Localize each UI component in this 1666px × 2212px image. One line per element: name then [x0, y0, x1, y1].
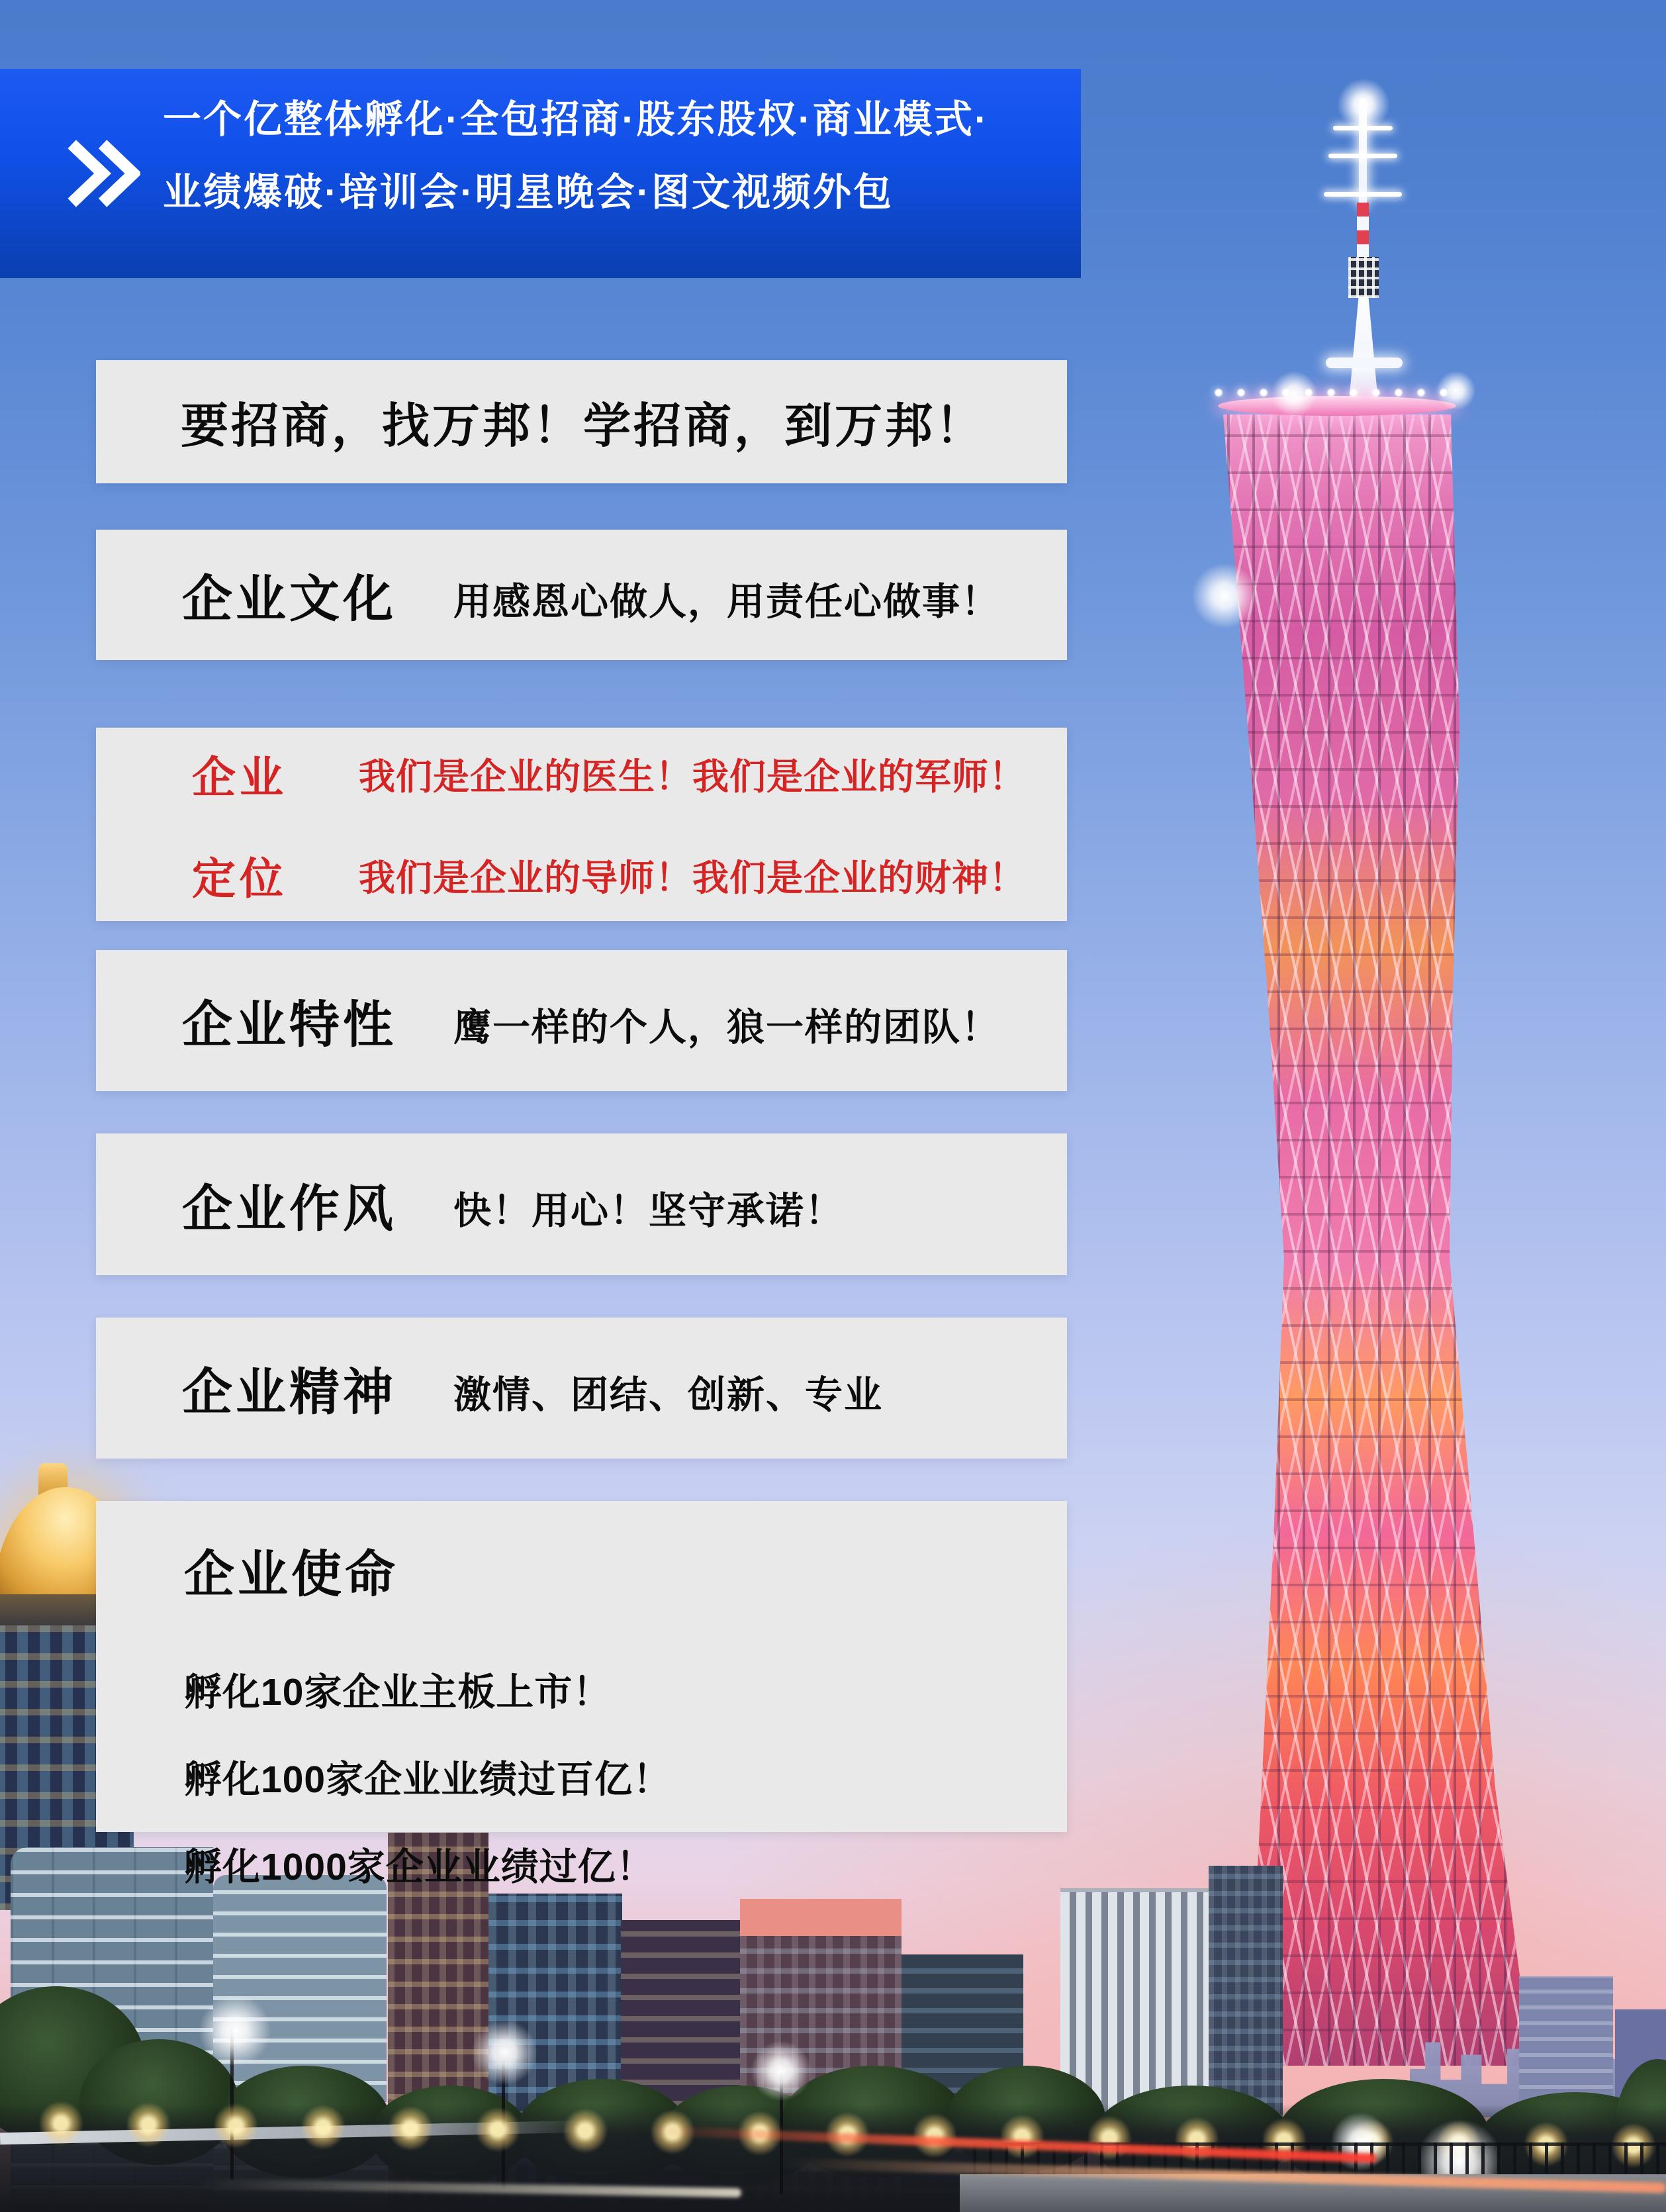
positioning-line-1: 我们是企业的医生！我们是企业的军师！: [359, 756, 1027, 797]
antenna-platform: [1326, 358, 1403, 368]
slogan-panel: [96, 360, 1067, 483]
tower-flare: [1191, 563, 1258, 629]
tower-antenna-mast: [1359, 98, 1367, 205]
tower-rim-lights: [1213, 387, 1463, 399]
mission-line-1: 孵化10家企业主板上市！: [184, 1671, 612, 1713]
antenna-lattice-cage: [1348, 257, 1379, 298]
antenna-crossbar: [1333, 126, 1393, 130]
tower-flare: [1271, 371, 1317, 417]
positioning-title-bottom: 定位: [192, 854, 287, 903]
section-spirit: [96, 1318, 1067, 1459]
banner-line-2: 业绩爆破·培训会·明星晚会·图文视频外包: [163, 171, 894, 214]
mission-line-3: 孵化1000家企业业绩过亿！: [184, 1846, 655, 1888]
mission-lines: [184, 1662, 1067, 1891]
mission-title: 企业使命: [184, 1547, 398, 1603]
section-mission: [96, 1501, 1067, 1888]
tower-flare: [1436, 371, 1476, 410]
traits-content: 鹰一样的个人，狼一样的团队！: [453, 1006, 1000, 1049]
double-chevron-right-icon: [64, 134, 140, 213]
street-light-glow: [199, 1994, 271, 2067]
spirit-title: 企业精神: [182, 1365, 396, 1421]
antenna-crossbar: [1324, 192, 1402, 197]
slogan-text: 要招商，找万邦！学招商，到万邦！: [181, 400, 986, 453]
glass-office-building: [1209, 1866, 1283, 2120]
spirit-content: 激情、团结、创新、专业: [453, 1373, 883, 1416]
positioning-line-2: 我们是企业的导师！我们是企业的财神！: [359, 857, 1027, 898]
header-banner: [0, 69, 1081, 278]
traits-title: 企业特性: [182, 997, 396, 1053]
banner-line-1: 一个亿整体孵化·全包招商·股东股权·商业模式·: [163, 98, 990, 141]
positioning-row-1: [192, 742, 1067, 805]
culture-title: 企业文化: [182, 571, 396, 628]
workstyle-title: 企业作风: [182, 1180, 396, 1237]
street-light-glow: [751, 2041, 811, 2101]
tower-top-rim: [1218, 396, 1456, 416]
antenna-crossbar: [1328, 154, 1397, 158]
section-positioning: [96, 728, 1067, 921]
mission-line-2: 孵化100家企业业绩过百亿！: [184, 1758, 672, 1801]
street-light-glow: [471, 2019, 537, 2086]
culture-content: 用感恩心做人，用责任心做事！: [453, 580, 1000, 623]
workstyle-content: 快！用心！坚守承诺！: [453, 1190, 844, 1232]
section-culture: [96, 530, 1067, 660]
antenna-stripes: [1357, 203, 1369, 258]
section-workstyle: [96, 1133, 1067, 1275]
positioning-title-top: 企业: [192, 753, 287, 802]
positioning-row-2: [192, 843, 1067, 906]
section-traits: [96, 950, 1067, 1091]
